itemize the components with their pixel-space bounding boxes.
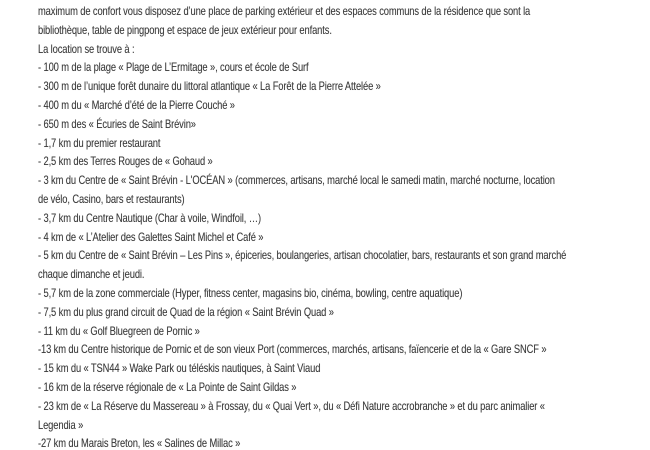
text-line: maximum de confort vous disposez d’une place de parking extérieur et des espaces communs de la résidence que sont la	[38, 4, 531, 18]
text-line: - 5,7 km de la zone commerciale (Hyper, fitness center, magasins bio, cinéma, bowling, centre aquatique)	[38, 285, 463, 300]
text-line: - 3,7 km du Centre Nautique (Char à voile, Windfoil, …)	[38, 210, 261, 225]
text-line: - 16 km de la réserve régionale de « La Pointe de Saint Gildas »	[38, 379, 297, 394]
text-line: - 4 km de « L’Atelier des Galettes Saint Michel et Café »	[38, 229, 264, 244]
text-line: - 400 m du « Marché d’été de la Pierre Couché »	[38, 97, 235, 112]
text-line: - 3 km du Centre de « Saint Brévin - L'OCÉAN » (commerces, artisans, marché local le samedi matin, marché nocturne, location	[38, 173, 555, 188]
description-text	[38, 2, 566, 450]
text-line: - 11 km du « Golf Bluegreen de Pornic »	[38, 323, 200, 338]
text-line: chaque dimanche et jeudi.	[38, 267, 145, 282]
text-line: - 1,7 km du premier restaurant	[38, 135, 161, 150]
text-line: La location se trouve à :	[38, 41, 135, 56]
text-line: - 15 km du « TSN44 » Wake Park ou téléskis nautiques, à Saint Viaud	[38, 361, 321, 376]
text-line: de vélo, Casino, bars et restaurants)	[38, 191, 185, 206]
text-line: - 7,5 km du plus grand circuit de Quad de la région « Saint Brévin Quad »	[38, 304, 334, 319]
text-line: - 100 m de la plage « Plage de L’Ermitage », cours et école de Surf	[38, 60, 309, 75]
text-line: - 2,5 km des Terres Rouges de « Gohaud »	[38, 154, 213, 169]
text-line: - 650 m des « Écuries de Saint Brévin»	[38, 116, 196, 131]
text-line: bibliothèque, table de pingpong et espace de jeux extérieur pour enfants.	[38, 22, 332, 37]
text-line: Legendia »	[38, 417, 84, 432]
text-line: -27 km du Marais Breton, les « Salines de Millac »	[38, 436, 241, 450]
text-line: -13 km du Centre historique de Pornic et de son vieux Port (commerces, marchés, artisans, faïencerie et de la « Gare SNCF »	[38, 342, 547, 357]
text-line: - 23 km de « La Réserve du Massereau » à Frossay, du « Quai Vert », du « Défi Nature accrobranche » et du parc animalier «	[38, 398, 545, 413]
text-line: - 5 km du Centre de « Saint Brévin – Les Pins », épiceries, boulangeries, artisan chocolatier, bars, restaurants et son grand marché	[38, 248, 567, 263]
text-line: - 300 m de l’unique forêt dunaire du littoral atlantique « La Forêt de la Pierre Attelée »	[38, 79, 381, 94]
